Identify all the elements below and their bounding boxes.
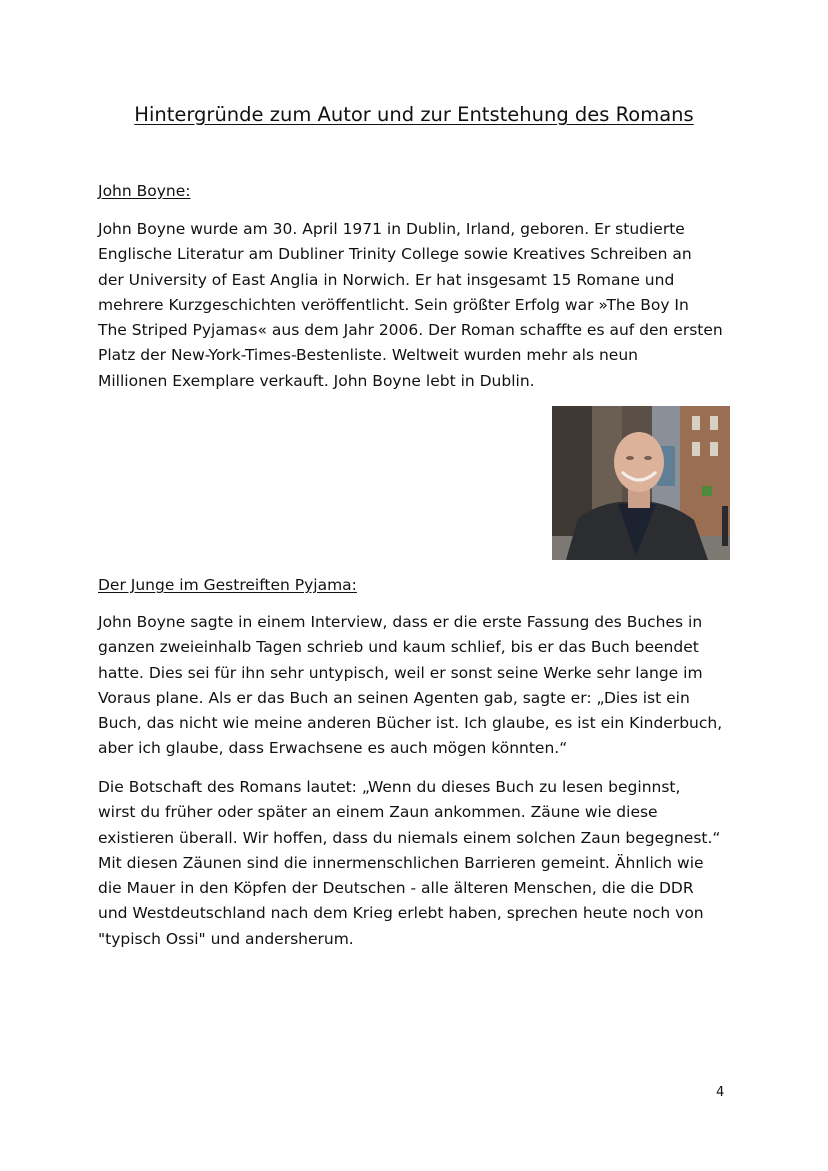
page-number: 4	[716, 1085, 725, 1100]
section-heading-author: John Boyne:	[98, 182, 191, 200]
author-photo	[552, 406, 730, 560]
paragraph-novel-message: Die Botschaft des Romans lautet: „Wenn du dieses Buch zu lesen beginnst, wirst du früher oder später an einem Zaun ankommen. Zäune wie diese existieren überall. Wir hoffen, dass du niemals einem solchen Zaun begegnest.“ Mit diesen Zäunen sind die innermenschlichen Barrieren gemeint. Ähnlich wie die Mauer in den Köpfen der Deutschen - alle älteren Menschen, die die DDR und Westdeutschland nach dem Krieg erlebt haben, sprechen heute noch von "typisch Ossi" und andersherum.	[98, 778, 721, 948]
paragraph-novel-writing: John Boyne sagte in einem Interview, dass er die erste Fassung des Buches in ganzen zweieinhalb Tagen schrieb und kaum schlief, bis er das Buch beendet hatte. Dies sei für ihn sehr untypisch, weil er sonst seine Werke sehr lange im Voraus plane. Als er das Buch an seinen Agenten gab, sagte er: „Dies ist ein Buch, das nicht wie meine anderen Bücher ist. Ich glaube, es ist ein Kinderbuch, aber ich glaube, dass Erwachsene es auch mögen könnten.“	[98, 613, 723, 758]
page-title: Hintergründe zum Autor und zur Entstehung des Romans	[134, 103, 694, 126]
paragraph-author-bio: John Boyne wurde am 30. April 1971 in Dublin, Irland, geboren. Er studierte Englische Literatur am Dubliner Trinity College sowie Kreatives Schreiben an der University of East Anglia in Norwich. Er hat insgesamt 15 Romane und mehrere Kurzgeschichten veröffentlicht. Sein größter Erfolg war »The Boy In The Striped Pyjamas« aus dem Jahr 2006. Der Roman schaffte es auf den ersten Platz der New-York-Times-Bestenliste. Weltweit wurden mehr als neun Millionen Exemplare verkauft. John Boyne lebt in Dublin.	[98, 220, 723, 390]
section-heading-novel: Der Junge im Gestreiften Pyjama:	[98, 576, 357, 594]
